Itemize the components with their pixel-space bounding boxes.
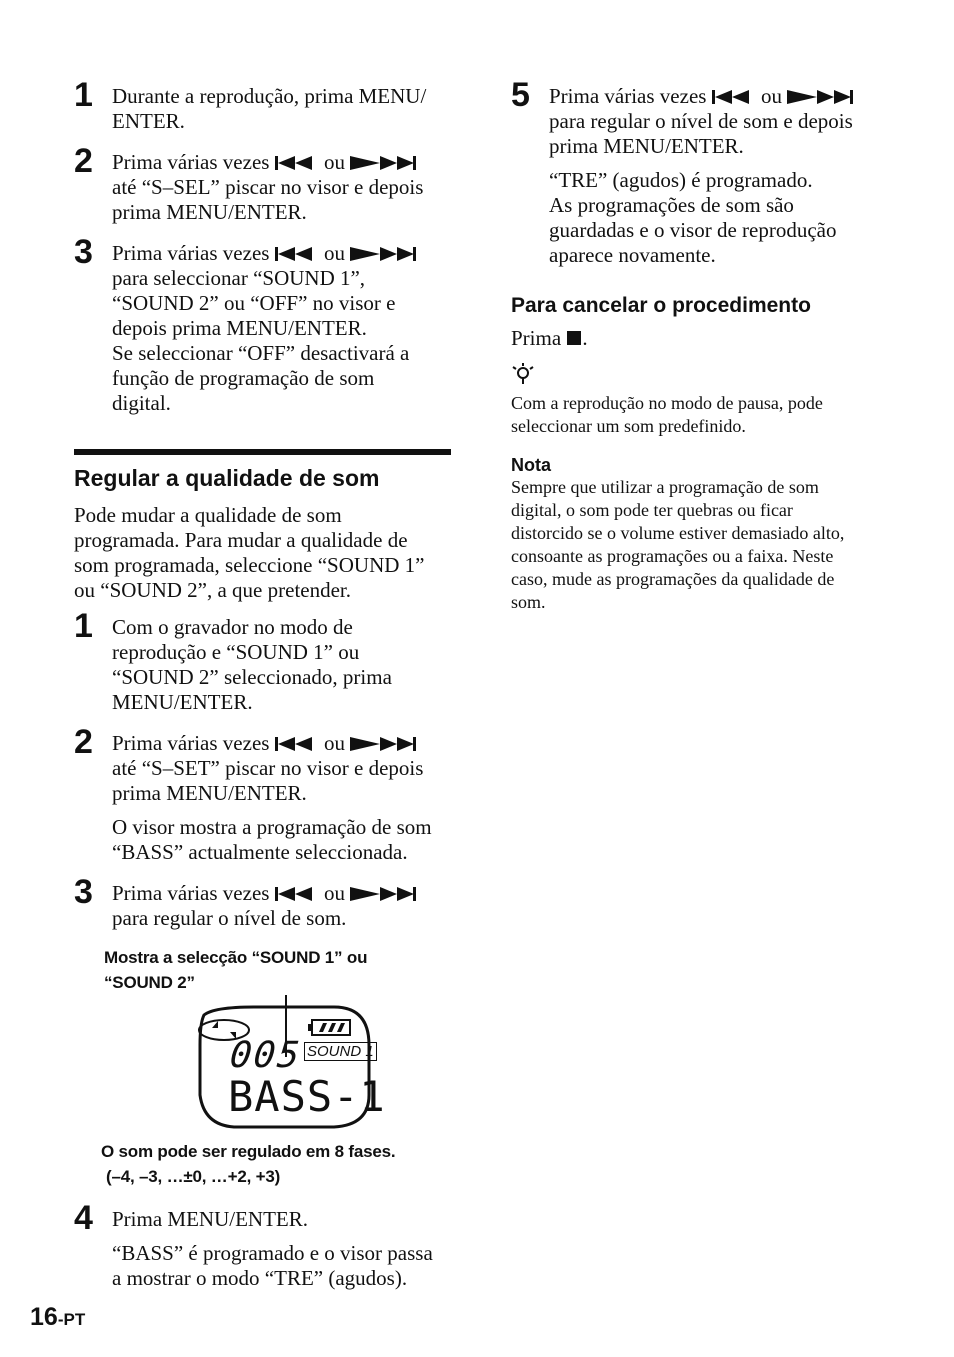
figure-caption-bottom	[101, 1139, 454, 1189]
step-text	[549, 84, 881, 109]
step-text: Se seleccionar “OFF” desactivará a	[112, 341, 410, 365]
step-text: prima MENU/ENTER.	[549, 134, 744, 158]
page-number-value: 16	[30, 1303, 58, 1331]
prev-track-icon	[275, 155, 319, 171]
step-5	[511, 76, 881, 268]
nota-line: som.	[511, 592, 546, 612]
step-1-b	[74, 607, 454, 715]
step-3-b	[74, 873, 454, 931]
step-text: prima MENU/ENTER.	[112, 781, 307, 805]
prev-track-icon	[275, 736, 319, 752]
step-number: 5	[511, 76, 530, 114]
page-number	[30, 1303, 85, 1332]
tip-text	[511, 392, 881, 438]
section-intro	[74, 503, 454, 603]
subtext-line: aparece novamente.	[549, 243, 716, 267]
step-text-or: ou	[760, 84, 782, 108]
step-text: para regular o nível de som e depois	[549, 109, 853, 133]
step-number: 1	[74, 76, 93, 114]
prev-track-icon	[275, 246, 319, 262]
step-text: reprodução e “SOUND 1” ou	[112, 640, 360, 664]
step-number: 3	[74, 873, 93, 911]
nota-line: distorcido se o volume estiver demasiado alto,	[511, 523, 845, 543]
step-text	[112, 150, 454, 175]
step-2-a	[74, 142, 454, 225]
next-track-icon	[350, 155, 416, 171]
subtext-line: a mostrar o modo “TRE” (agudos).	[112, 1266, 408, 1290]
step-text: Com o gravador no modo de	[112, 615, 353, 639]
tip-block	[511, 363, 881, 438]
step-text-pre: Prima várias vezes	[112, 881, 270, 905]
step-number: 4	[74, 1199, 93, 1237]
prev-track-icon	[712, 89, 756, 105]
lcd-main-text: BASS-1	[228, 1072, 386, 1121]
step-4-b	[74, 1199, 454, 1291]
step-text-or: ou	[323, 731, 345, 755]
subtext-line: “TRE” (agudos) é programado.	[549, 168, 813, 192]
step-text: Durante a reprodução, prima MENU/	[112, 84, 427, 108]
step-text-pre: Prima várias vezes	[112, 731, 270, 755]
subtext-line: guardadas e o visor de reprodução	[549, 218, 837, 242]
page-number-suffix: -PT	[57, 1310, 86, 1329]
tip-line: seleccionar um som predefinido.	[511, 416, 746, 436]
cancel-text	[511, 326, 881, 351]
intro-line: ou “SOUND 2”, a que pretender.	[74, 578, 351, 602]
step-text: “SOUND 2” ou “OFF” no visor e	[112, 291, 396, 315]
step-text	[112, 241, 454, 266]
cancel-heading: Para cancelar o procedimento	[511, 294, 811, 317]
section-title: Regular a qualidade de som	[74, 465, 380, 491]
nota-line: digital, o som pode ter quebras ou ficar	[511, 500, 793, 520]
caption-line: “SOUND 2”	[104, 973, 195, 992]
lcd-digits: 005	[227, 1035, 304, 1076]
step-text-or: ou	[323, 881, 345, 905]
step-2-b	[74, 723, 454, 865]
caption-line: (–4, –3, …±0, …+2, +3)	[106, 1167, 281, 1186]
step-number: 2	[74, 723, 93, 761]
next-track-icon	[350, 246, 416, 262]
step-text: ENTER.	[112, 109, 185, 133]
step-text: até “S–SET” piscar no visor e depois	[112, 756, 424, 780]
step-subtext	[549, 168, 881, 268]
stop-icon	[566, 330, 582, 346]
nota-line: caso, mude as programações da qualidade de	[511, 569, 835, 589]
lcd-sound-badge: SOUND 1	[304, 1042, 377, 1061]
tip-bulb-icon	[511, 363, 535, 387]
subtext-line: As programações de som são	[549, 193, 794, 217]
step-subtext	[112, 815, 454, 865]
battery-icon	[308, 1020, 350, 1035]
step-text: digital.	[112, 391, 171, 415]
step-text-or: ou	[323, 241, 345, 265]
step-text	[112, 881, 454, 906]
next-track-icon	[787, 89, 853, 105]
step-text: até “S–SEL” piscar no visor e depois	[112, 175, 424, 199]
step-text-or: ou	[323, 150, 345, 174]
cancel-text-end: .	[582, 326, 588, 350]
prev-track-icon	[275, 886, 319, 902]
caption-line: Mostra a selecção “SOUND 1” ou	[104, 948, 368, 967]
intro-line: som programada, seleccione “SOUND 1”	[74, 553, 425, 577]
step-text: depois prima MENU/ENTER.	[112, 316, 367, 340]
subtext-line: “BASS” actualmente seleccionada.	[112, 840, 408, 864]
step-text: “SOUND 2” seleccionado, prima	[112, 665, 392, 689]
right-column	[511, 76, 881, 614]
nota-heading: Nota	[511, 455, 551, 475]
step-number: 1	[74, 607, 93, 645]
intro-line: Pode mudar a qualidade de som	[74, 503, 342, 527]
next-track-icon	[350, 886, 416, 902]
step-text: prima MENU/ENTER.	[112, 200, 307, 224]
step-text-pre: Prima várias vezes	[112, 150, 270, 174]
step-text: para seleccionar “SOUND 1”,	[112, 266, 366, 290]
step-text: MENU/ENTER.	[112, 690, 253, 714]
nota-line: Sempre que utilizar a programação de som	[511, 477, 819, 497]
subtext-line: “BASS” é programado e o visor passa	[112, 1241, 433, 1265]
lcd-display-area	[104, 995, 454, 1137]
step-text: Prima MENU/ENTER.	[112, 1207, 308, 1231]
next-track-icon	[350, 736, 416, 752]
step-text: função de programação de som	[112, 366, 375, 390]
figure-caption-top	[104, 945, 454, 995]
step-text: para regular o nível de som.	[112, 906, 347, 930]
step-1-a	[74, 76, 454, 134]
nota-line: consoante as programações ou a faixa. Neste	[511, 546, 834, 566]
nota-text	[511, 476, 881, 614]
step-number: 3	[74, 233, 93, 271]
step-3-a	[74, 233, 454, 416]
step-text	[112, 731, 454, 756]
step-text-pre: Prima várias vezes	[112, 241, 270, 265]
step-number: 2	[74, 142, 93, 180]
cancel-text-label: Prima	[511, 326, 562, 350]
lcd-figure	[101, 945, 454, 1189]
intro-line: programada. Para mudar a qualidade de	[74, 528, 408, 552]
tip-line: Com a reprodução no modo de pausa, pode	[511, 393, 823, 413]
left-column	[74, 76, 454, 1291]
caption-line: O som pode ser regulado em 8 fases.	[101, 1142, 396, 1161]
step-text-pre: Prima várias vezes	[549, 84, 707, 108]
subtext-line: O visor mostra a programação de som	[112, 815, 432, 839]
section-divider	[74, 449, 451, 455]
step-subtext	[112, 1241, 454, 1291]
